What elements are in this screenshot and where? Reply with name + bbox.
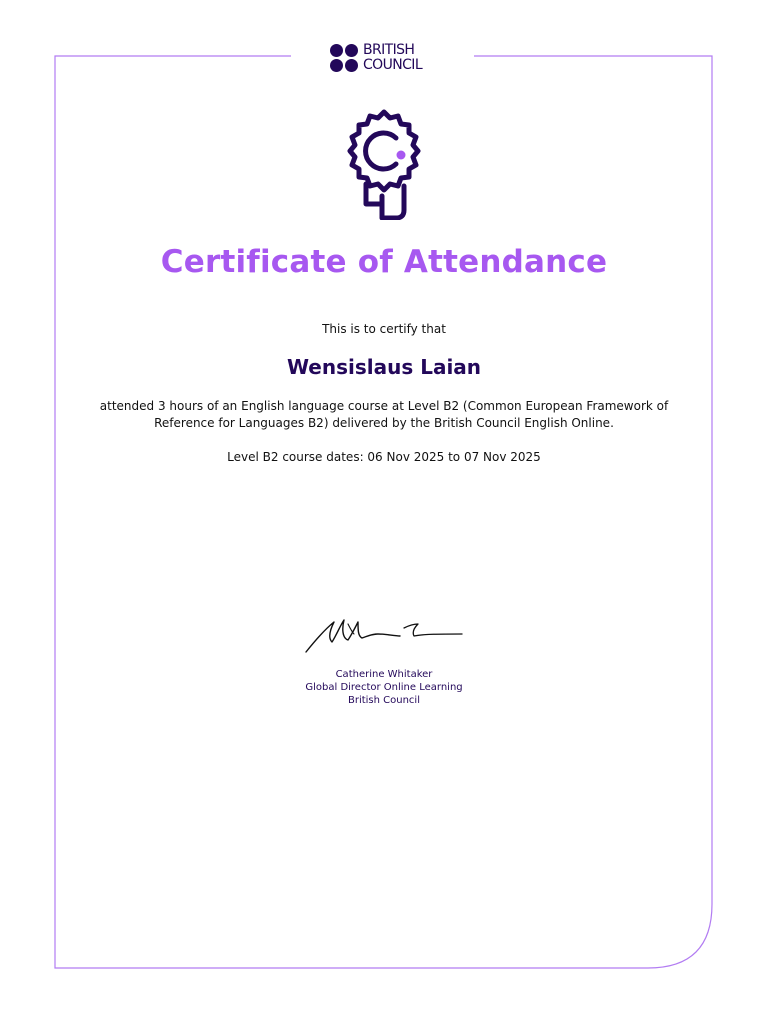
signatory-role: Global Director Online Learning: [305, 682, 463, 693]
course-description-line-1: attended 3 hours of an English language course at Level B2 (Common European Framework of: [99, 399, 669, 413]
logo-line-2: COUNCIL: [363, 57, 423, 73]
handwritten-signature: [300, 612, 468, 660]
signatory-block: [0, 668, 768, 707]
logo-wordmark: [363, 43, 422, 73]
signatory-organisation: British Council: [347, 695, 420, 706]
course-description: [84, 398, 684, 432]
rosette-award-icon: [338, 108, 430, 220]
certificate-title: Certificate of Attendance: [160, 244, 608, 280]
british-council-logo: [330, 41, 422, 75]
logo-line-1: BRITISH: [363, 42, 415, 58]
logo-dots-icon: [330, 44, 358, 72]
recipient-name: Wensislaus Laian: [286, 355, 482, 379]
certify-intro: This is to certify that: [322, 322, 446, 336]
signatory-name: Catherine Whitaker: [335, 669, 433, 680]
course-description-line-2: Reference for Languages B2) delivered by the British Council English Online.: [154, 416, 614, 430]
course-dates: Level B2 course dates: 06 Nov 2025 to 07 Nov 2025: [227, 450, 541, 464]
